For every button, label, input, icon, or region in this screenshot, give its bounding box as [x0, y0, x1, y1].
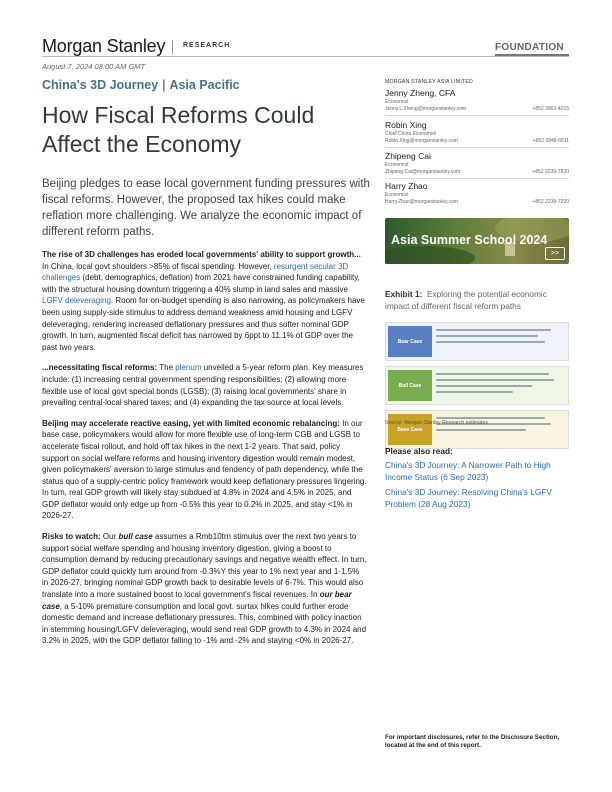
series-line — [42, 78, 240, 92]
p4-text-b: assumes a Rmb10trn stimulus over the next two years to support social welfare spending and housing inventory digestion, giving a boost to consumption demand by reducing precautionary savings and negative wealth effect. In turn, GDP deflator could quickly turn around from -0.3%Y this year to 1% next year and 1-1.5% in 2026-27, bringing nominal GDP growth back to desirable levels of 6-7%. This would also translate into a more sustained boost to local government's fiscal revenues. In — [42, 532, 367, 600]
p2-lead: ...necessitating fiscal reforms: — [42, 363, 158, 373]
banner-arrow-button[interactable]: >> — [545, 247, 565, 260]
analyst-card — [385, 151, 569, 179]
analyst-card — [385, 88, 569, 116]
series-name[interactable]: China's 3D Journey — [42, 78, 159, 92]
please-also-read-heading: Please also read: — [385, 446, 453, 456]
bear-case-term: our bear case — [42, 590, 352, 611]
exhibit-row-text — [436, 373, 564, 397]
analyst-divider — [385, 147, 569, 148]
analyst-name: Jenny Zheng, CFA — [385, 88, 456, 98]
analyst-name: Robin Xing — [385, 120, 427, 130]
summer-school-banner[interactable] — [385, 218, 569, 264]
publish-date: August 7, 2024 08:00 AM GMT — [42, 62, 146, 71]
p1-text-b: (debt, demographics, deflation) from 2021 have constrained funding capability, with the structural housing downturn triggering a 40% slump in land sales and massive — [42, 273, 360, 294]
article-summary: Beijing pledges to ease local government funding pressures with fiscal reforms. However, the proposed tax hikes could make reflation more challenging. We analyze the economic impact of different reform paths. — [42, 178, 370, 238]
exhibit-table — [385, 322, 569, 454]
bull-case-term: bull case — [118, 532, 153, 542]
analyst-phone: +852 2848-6511 — [532, 138, 569, 144]
analyst-card — [385, 120, 569, 148]
bull-case-badge: Bull Case — [388, 370, 432, 401]
page-title: How Fiscal Reforms Could Affect the Economy — [42, 102, 315, 157]
entity-label: MORGAN STANLEY ASIA LIMITED — [385, 79, 473, 85]
analyst-divider — [385, 115, 569, 116]
morgan-stanley-logo: Morgan Stanley — [42, 36, 166, 56]
link-resurgent-3d[interactable]: resurgent secular 3D challenges — [42, 261, 349, 283]
exhibit-row-bull — [385, 366, 569, 405]
paragraph-1 — [42, 249, 367, 353]
related-report-link[interactable]: China's 3D Journey: Resolving China's LGFV Problem (28 Aug 2023) — [385, 487, 552, 509]
p4-text-c: , a 5-10% premature consumption and local govt. surtax hikes could further erode domestic demand and increase deflationary pressures. This, combined with policy inaction in stemming housing/LGFV deleveraging, would send real GDP growth to 4.3% in 2024 and 3.2% in 2025, with the GDP deflator falling to -1% and -2% and staying <0% in 2026-27. — [42, 601, 367, 646]
analyst-email[interactable]: Jenny.L.Zheng@morganstanley.com — [385, 106, 467, 112]
p1-text-a: In China, local govt shoulders >85% of fiscal spending. However, — [42, 261, 274, 271]
analyst-phone: +852 2239-7220 — [532, 199, 569, 205]
link-plenum[interactable]: plenum — [175, 363, 202, 373]
exhibit-row-text — [436, 329, 564, 347]
analyst-role: Economist — [385, 99, 409, 105]
analyst-name: Zhipeng Cai — [385, 151, 431, 161]
related-report-link[interactable]: China's 3D Journey: A Narrower Path to High Income Status (6 Sep 2023) — [385, 460, 551, 482]
series-separator: | — [162, 78, 166, 92]
analyst-email[interactable]: Harry.Zhao@morganstanley.com — [385, 199, 458, 205]
base-case-badge: Base Case — [388, 414, 432, 445]
article-body — [42, 249, 367, 656]
analyst-email[interactable]: Zhipeng.Cai@morganstanley.com — [385, 169, 461, 175]
p4-text-a: Our — [100, 532, 119, 542]
analyst-divider — [385, 178, 569, 179]
exhibit-row-bear — [385, 322, 569, 361]
analyst-role: Economist — [385, 192, 409, 198]
analyst-phone: +852 2239-7820 — [532, 169, 569, 175]
analyst-card — [385, 181, 569, 205]
bear-case-badge: Bear Case — [388, 326, 432, 357]
analyst-role: Chief China Economist — [385, 131, 436, 137]
exhibit-caption — [385, 288, 569, 312]
exhibit-source: Source: Morgan Stanley Research estimates — [385, 420, 488, 426]
exhibit-label: Exhibit 1: — [385, 289, 423, 299]
p4-lead: Risks to watch: — [42, 532, 101, 542]
p1-text-c: . Room for on-budget spending is also narrowing, as policymakers have been using supply-side stimulus to address demand weakness amid housing and LGFV deleveraging, rendering increased deflationary pressures and thus softer nominal GDP growth. In turn, augmented fiscal deficit has narrowed by 6ppt to 11.1% of GDP over the past two years. — [42, 296, 365, 352]
analyst-role: Economist — [385, 162, 409, 168]
p3-text-a: In our base case, policymakers would allow for more flexible use of long-term CGB and LGSB to accelerate fiscal rollout, and hold off tax hikes in the next 1-2 years. That said, policy support on social welfare reforms and housing inventory digestion would remain modest, given policymakers' aversion to large stimulus and tendency of path dependency, while the status quo of a supply-centric policy framework would keep deflationary pressures lingering. In turn, real GDP growth will likely stay subdued at 4.8% in 2024 and 4.5% in 2025, and GDP deflator would only edge up from -0.5% this year to 0.2% in 2025, and stay <1% in 2026-27. — [42, 418, 367, 521]
foundation-label: FOUNDATION — [495, 42, 564, 53]
paragraph-2 — [42, 362, 367, 408]
disclosure-note: For important disclosures, refer to the Disclosure Section, located at the end of this report. — [385, 734, 560, 749]
region-name[interactable]: Asia Pacific — [169, 78, 240, 92]
analyst-phone: +852 3963-4015 — [532, 106, 569, 112]
paragraph-3 — [42, 418, 367, 522]
header-rule — [42, 56, 569, 57]
analyst-email[interactable]: Robin.Xing@morganstanley.com — [385, 138, 458, 144]
exhibit-row-base — [385, 410, 569, 449]
logo-divider — [172, 40, 173, 54]
banner-title: Asia Summer School 2024 — [391, 233, 548, 247]
p3-lead: Beijing may accelerate reactive easing, yet with limited economic rebalancing: — [42, 418, 340, 428]
research-label: RESEARCH — [183, 42, 231, 49]
paragraph-4 — [42, 531, 367, 647]
p1-lead: The rise of 3D challenges has eroded local governments' ability to support growth... — [42, 250, 361, 259]
analyst-name: Harry Zhao — [385, 181, 428, 191]
p2-text-a: The — [157, 363, 176, 373]
link-lgfv-deleveraging[interactable]: LGFV deleveraging — [42, 296, 111, 306]
p2-text-b: unveiled a 5-year reform plan. Key measures include: (1) increasing central government spending responsibilities; (2) allowing more flexible use of local govt special bonds (LGSB); (3) raising local governments' share in prevailing central-local shared taxes; and (4) expanding the tax source at local levels. — [42, 363, 364, 408]
exhibit-title: Exploring the potential economic impact of different fiscal reform paths — [385, 289, 547, 311]
